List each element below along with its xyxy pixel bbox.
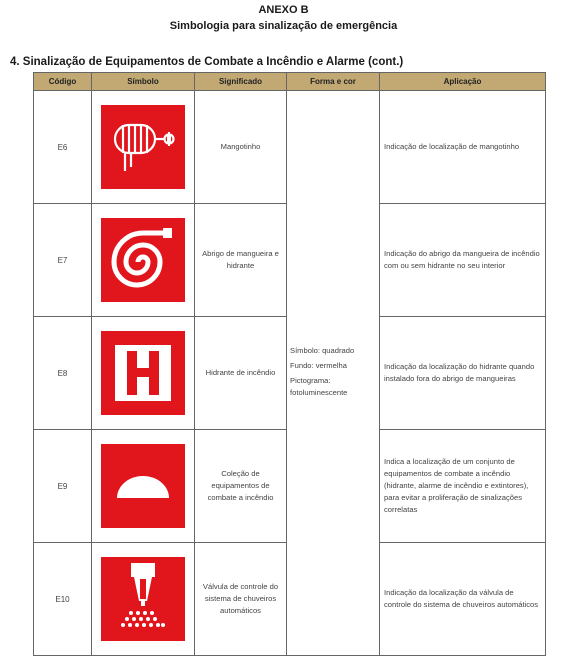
hydrant-h-icon xyxy=(101,331,185,415)
section-heading: 4. Sinalização de Equipamentos de Combate a Incêndio e Alarme (cont.) xyxy=(10,56,404,68)
fire-hose-cabinet-icon xyxy=(101,218,185,302)
signage-table xyxy=(33,72,546,656)
col-header-code: Código xyxy=(34,73,92,91)
annex-title: ANEXO B xyxy=(258,4,309,16)
forma-line: Símbolo: quadrado xyxy=(290,345,355,355)
row-meaning: Válvula de controle do sistema de chuveiros automáticos xyxy=(195,543,287,656)
row-meaning: Hidrante de incêndio xyxy=(195,317,287,430)
row-symbol xyxy=(92,430,195,543)
row-symbol xyxy=(92,317,195,430)
col-header-meaning: Significado xyxy=(195,73,287,91)
row-meaning: Abrigo de mangueira e hidrante xyxy=(195,204,287,317)
col-header-symbol: Símbolo xyxy=(92,73,195,91)
equipment-dome-icon xyxy=(101,444,185,528)
row-symbol xyxy=(92,204,195,317)
forma-line: fotoluminescente xyxy=(290,387,348,397)
table-row xyxy=(34,91,546,204)
col-header-application: Aplicação xyxy=(380,73,546,91)
document-subtitle: Simbologia para sinalização de emergência xyxy=(169,20,398,32)
forma-line: Pictograma: xyxy=(290,375,331,385)
row-application: Indicação de localização de mangotinho xyxy=(380,91,546,204)
col-header-shape-color: Forma e cor xyxy=(287,73,380,91)
row-meaning: Coleção de equipamentos de combate a incêndio xyxy=(195,430,287,543)
row-application: Indicação do abrigo da mangueira de incêndio com ou sem hidrante no seu interior xyxy=(380,204,546,317)
row-code: E10 xyxy=(34,543,92,656)
row-code: E8 xyxy=(34,317,92,430)
row-code: E9 xyxy=(34,430,92,543)
sprinkler-valve-icon xyxy=(101,557,185,641)
hose-reel-icon xyxy=(101,105,185,189)
row-application: Indicação da localização da válvula de controle do sistema de chuveiros automáticos xyxy=(380,543,546,656)
forma-line: Fundo: vermelha xyxy=(290,360,347,370)
row-application: Indicação da localização do hidrante quando instalado fora do abrigo de mangueiras xyxy=(380,317,546,430)
row-symbol xyxy=(92,543,195,656)
shape-color-cell xyxy=(287,91,380,656)
row-code: E7 xyxy=(34,204,92,317)
row-meaning: Mangotinho xyxy=(195,91,287,204)
row-code: E6 xyxy=(34,91,92,204)
table-header-row xyxy=(34,73,546,91)
row-application: Indica a localização de um conjunto de equipamentos de combate a incêndio (hidrante, alarme de incêndio e extintores), para evitar a proliferação de sinalizações correlatas xyxy=(380,430,546,543)
row-symbol xyxy=(92,91,195,204)
